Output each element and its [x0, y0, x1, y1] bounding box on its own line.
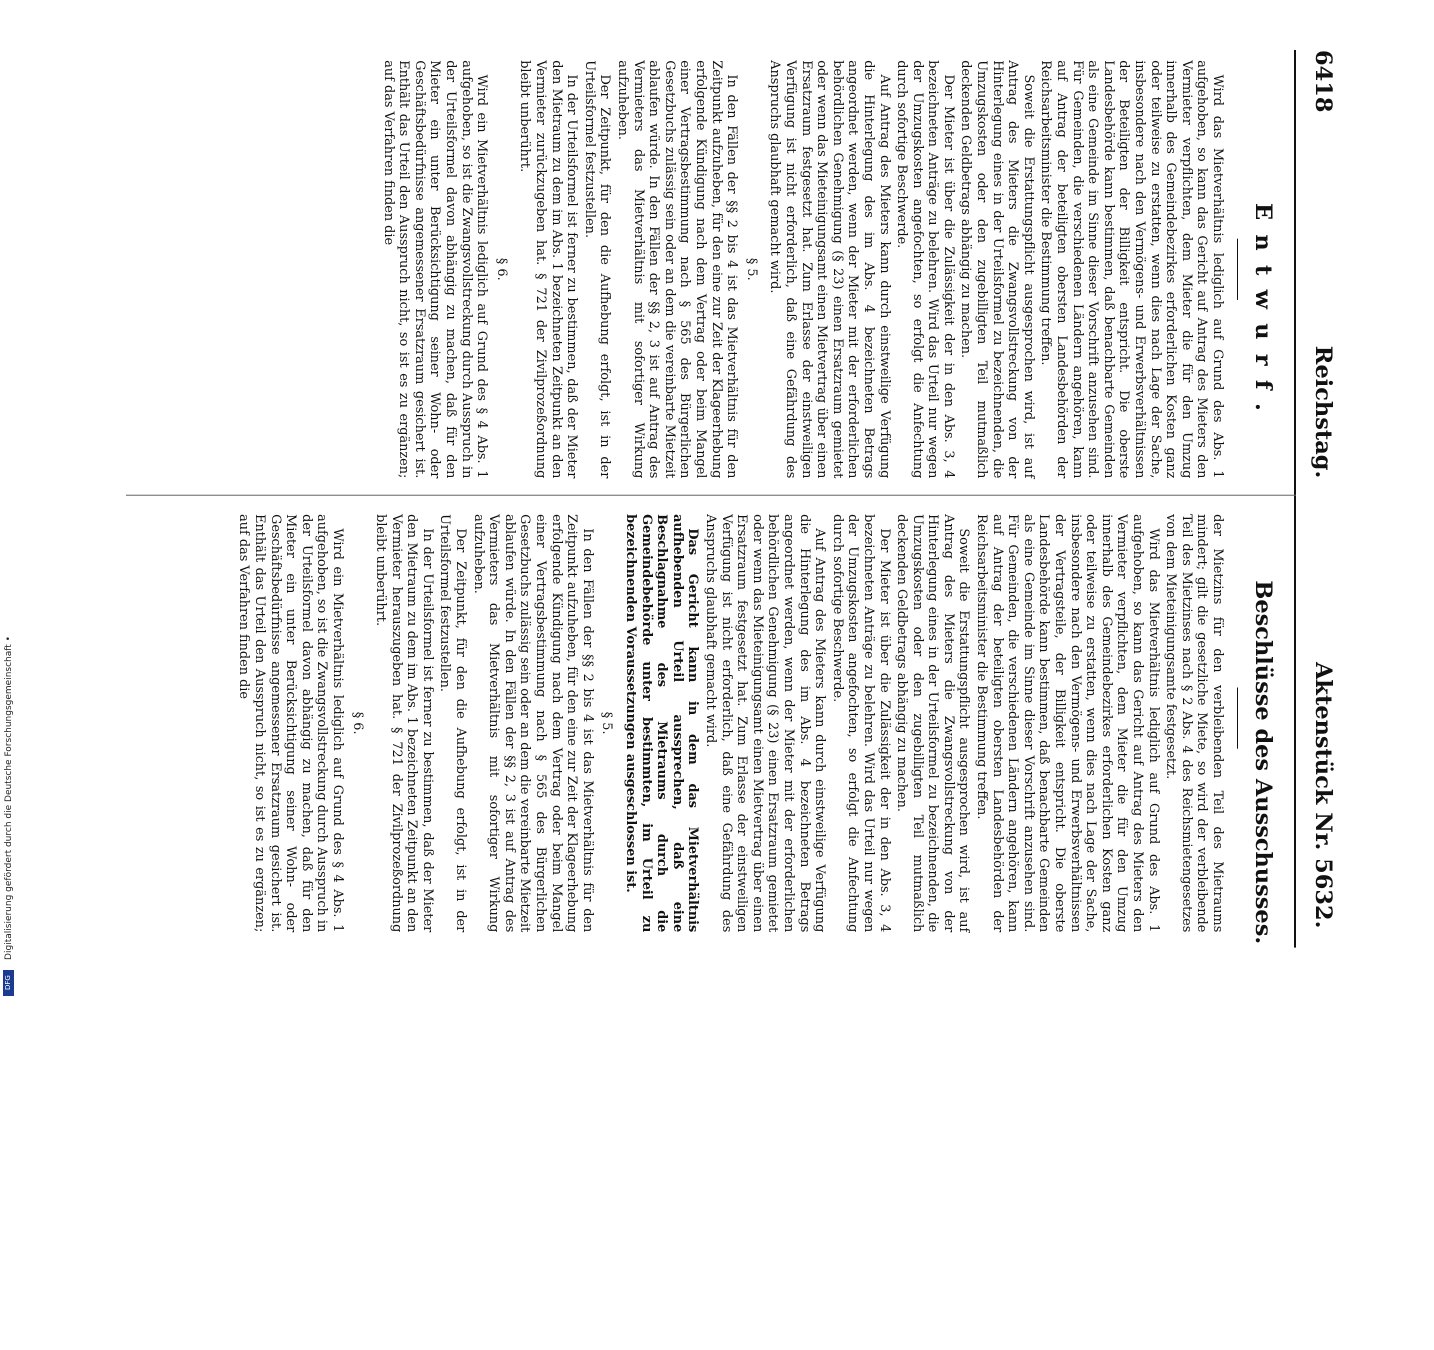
column-divider	[126, 495, 1296, 496]
right-paragraph: der Mietzins für den verbleibenden Teil des Mietraums mindert; gilt die gesetzliche Miete, so wird der verbleibende Teil des Mietzinses nach § 2 Abs. 4 des Reichsmietengesetzes von dem Mieteinigungsamte festgesetzt.	[1164, 514, 1226, 933]
right-bold-paragraph: Das Gericht kann in dem das Mietverhältnis aufhebenden Urteil aussprechen, daß eine Beschlagnahme des Mietraums durch die Gemeindebehörde unter bestimmten, im Urteil zu bezeichnenden Voraussetzungen ausgeschlossen ist.	[624, 514, 702, 933]
left-section5-paragraph: In der Urteilsformel ist ferner zu bestimmen, daß der Mieter den Mietraum zu dem im Abs. 1 bezeichneten Zeitpunkt an den Vermieter zurückzugeben hat. § 721 der Zivilprozeßordnung bleibt unberührt.	[518, 60, 581, 479]
left-paragraph: Wird das Mietverhältnis lediglich auf Grund des Abs. 1 aufgehoben, so kann das Gericht auf Antrag des Mieters den Vermieter verpflichten, dem Mieter die für den Umzug innerhalb des Gemeindebezirkes erforderlichen Kosten ganz oder teilweise zu erstatten, wenn dies nach Lage der Sache, insbesondere nach den Vermögens- und Erwerbsverhältnissen der Beteiligten der Billigkeit entspricht. Die oberste Landesbehörde kann bestimmen, daß benachbarte Gemeinden als eine Gemeinde im Sinne dieser Vorschrift anzusehen sind. Für Gemeinden, die verschiedenen Ländern angehören, kann auf Antrag der beteiligten obersten Landesbehörden der Reichsarbeitsminister die Bestimmung treffen.	[1039, 60, 1226, 479]
rotated-document-page	[96, 50, 1356, 1350]
left-column-title: Entwurf.	[1250, 203, 1276, 426]
digitization-note: Digitalisierung gefördert durch die Deutsche Forschungsgemeinschaft •	[4, 636, 14, 960]
left-paragraph: Auf Antrag des Mieters kann durch einstweilige Verfügung die Hinterlegung des im Abs. 4 bezeichneten Betrags angeordnet werden, wenn der Mieter mit der erforderlichen behördlichen Genehmigung (§ 23) einen Ersatzraum gemietet oder wenn das Mieteinigungsamt einen Mietvertrag über einen Ersatzraum festgesetzt hat. Zum Erlasse der einstweiligen Verfügung ist nicht erforderlich, daß eine Gefährdung des Anspruchs glaubhaft gemacht wird.	[768, 60, 893, 479]
right-paragraph: Soweit die Erstattungspflicht ausgesprochen wird, ist auf Antrag des Mieters die Zwangsvollstreckung von der Hinterlegung eines in der Urteilsformel zu bezeichnenden, die Umzugskosten oder den zugebilligten Teil mutmaßlich deckenden Geldbetrags abhängig zu machen.	[895, 514, 973, 933]
left-section6-paragraph: Wird ein Mietverhältnis lediglich auf Grund des § 4 Abs. 1 aufgehoben, so ist die Zwangsvollstreckung durch Ausspruch in der Urteilsformel davon abhängig zu machen, daß für den Mieter ein unter Berücksichtigung seiner Wohn- oder Geschäftsbedürfnisse angemessener Ersatzraum gesichert ist. Enthält das Urteil den Ausspruch nicht, so ist es zu ergänzen; auf das Verfahren finden die	[381, 60, 491, 479]
right-title-rule	[1237, 688, 1238, 749]
left-paragraph: Der Mieter ist über die Zulässigkeit der in den Abs. 3, 4 bezeichneten Anträge zu belehren. Wird das Urteil nur wegen der Umzugskosten angefochten, so erfolgt die Anfechtung durch sofortige Beschwerde.	[895, 60, 957, 479]
page-number: 6418	[1310, 50, 1336, 113]
right-column	[235, 514, 1226, 932]
page-header	[1294, 50, 1356, 948]
publication-name: Reichstag.	[1310, 345, 1336, 479]
left-paragraph: Soweit die Erstattungspflicht ausgesprochen wird, ist auf Antrag des Mieters die Zwangsvollstreckung von der Hinterlegung eines in der Urteilsformel zu bezeichnenden, die Umzugskosten oder den zugebilligten Teil mutmaßlich deckenden Geldbetrags abhängig zu machen.	[959, 60, 1037, 479]
right-section5-paragraph: In den Fällen der §§ 2 bis 4 ist das Mietverhältnis für den Zeitpunkt aufzuheben, für den eine zur Zeit der Klageerhebung erfolgende Kündigung nach dem Vertrag oder beim Mangel einer Vertragsbestimmung nach § 565 des Bürgerlichen Gesetzbuchs zulässig sein oder an dem die vereinbarte Mietzeit ablaufen würde. In den Fällen der §§ 2, 3 ist auf Antrag des Vermieters das Mietverhältnis mit sofortiger Wirkung aufzuheben.	[471, 514, 596, 933]
right-column-title: Beschlüsse des Ausschusses.	[1250, 580, 1276, 945]
right-paragraph: Auf Antrag des Mieters kann durch einstweilige Verfügung die Hinterlegung des im Abs. 4 bezeichneten Betrags angeordnet werden, wenn der Mieter mit der erforderlichen behördlichen Genehmigung (§ 23) einen Ersatzraum gemietet oder wenn das Mieteinigungsamt einen Mietvertrag über einen Ersatzraum festgesetzt hat. Zum Erlasse der einstweiligen Verfügung ist nicht erforderlich, daß eine Gefährdung des Anspruchs glaubhaft gemacht wird.	[704, 514, 829, 933]
left-section5-heading: § 5.	[744, 257, 760, 281]
right-section5-heading: § 5.	[600, 711, 616, 735]
page-content	[96, 50, 1356, 948]
left-section6-heading: § 6.	[494, 257, 510, 281]
document-number: Aktenstück Nr. 5632.	[1310, 662, 1336, 929]
right-section5-paragraph: Der Zeitpunkt, für den die Aufhebung erfolgt, ist in der Urteilsformel festzustellen.	[438, 514, 470, 933]
left-section5-paragraph: In den Fällen der §§ 2 bis 4 ist das Mietverhältnis für den Zeitpunkt aufzuheben, für den eine zur Zeit der Klageerhebung erfolgende Kündigung nach dem Vertrag oder beim Mangel einer Vertragsbestimmung nach § 565 des Bürgerlichen Gesetzbuchs zulässig sein oder an dem die vereinbarte Mietzeit ablaufen würde. In den Fällen der §§ 2, 3 ist auf Antrag des Vermieters das Mietverhältnis mit sofortiger Wirkung aufzuheben.	[616, 60, 741, 479]
left-section5-paragraph: Der Zeitpunkt, für den die Aufhebung erfolgt, ist in der Urteilsformel festzustellen.	[582, 60, 614, 479]
right-paragraph: Wird das Mietverhältnis lediglich auf Grund des Abs. 1 aufgehoben, so kann das Gericht auf Antrag des Mieters den Vermieter verpflichten, dem Mieter die für den Umzug innerhalb des Gemeindebezirkes erforderlichen Kosten ganz oder teilweise zu erstatten, wenn dies nach Lage der Sache, insbesondere nach den Vermögens- und Erwerbsverhältnissen der Vertragsteile, der Billigkeit entspricht. Die oberste Landesbehörde kann bestimmen, daß benachbarte Gemeinden als eine Gemeinde im Sinne dieser Vorschrift anzusehen sind. Für Gemeinden, die verschiedenen Ländern angehören, kann auf Antrag der beteiligten obersten Landesbehörden der Reichsarbeitsminister die Bestimmung treffen.	[975, 514, 1162, 933]
dfg-logo: DFG	[3, 970, 14, 996]
right-paragraph: Der Mieter ist über die Zulässigkeit der in den Abs. 3, 4 bezeichneten Anträge zu belehren. Wird das Urteil nur wegen der Umzugskosten angefochten, so erfolgt die Anfechtung durch sofortige Beschwerde.	[830, 514, 893, 933]
left-column	[379, 60, 1226, 478]
right-section6-paragraph: Wird ein Mietverhältnis lediglich auf Grund des § 4 Abs. 1 aufgehoben, so ist die Zwangsvollstreckung durch Ausspruch in der Urteilsformel davon abhängig zu machen, daß für den Mieter ein unter Berücksichtigung seiner Wohn- oder Geschäftsbedürfnisse angemessener Ersatzraum gesichert ist. Enthält das Urteil den Ausspruch nicht, so ist es zu ergänzen; auf das Verfahren finden die	[237, 514, 346, 933]
left-title-rule	[1237, 239, 1238, 300]
right-section5-paragraph: In der Urteilsformel ist ferner zu bestimmen, daß der Mieter den Mietraum zu dem im Abs. 1 bezeichneten Zeitpunkt an den Vermieter herauszugeben hat. § 721 der Zivilprozeßordnung bleibt unberührt.	[374, 514, 436, 933]
right-section6-heading: § 6.	[350, 711, 366, 735]
